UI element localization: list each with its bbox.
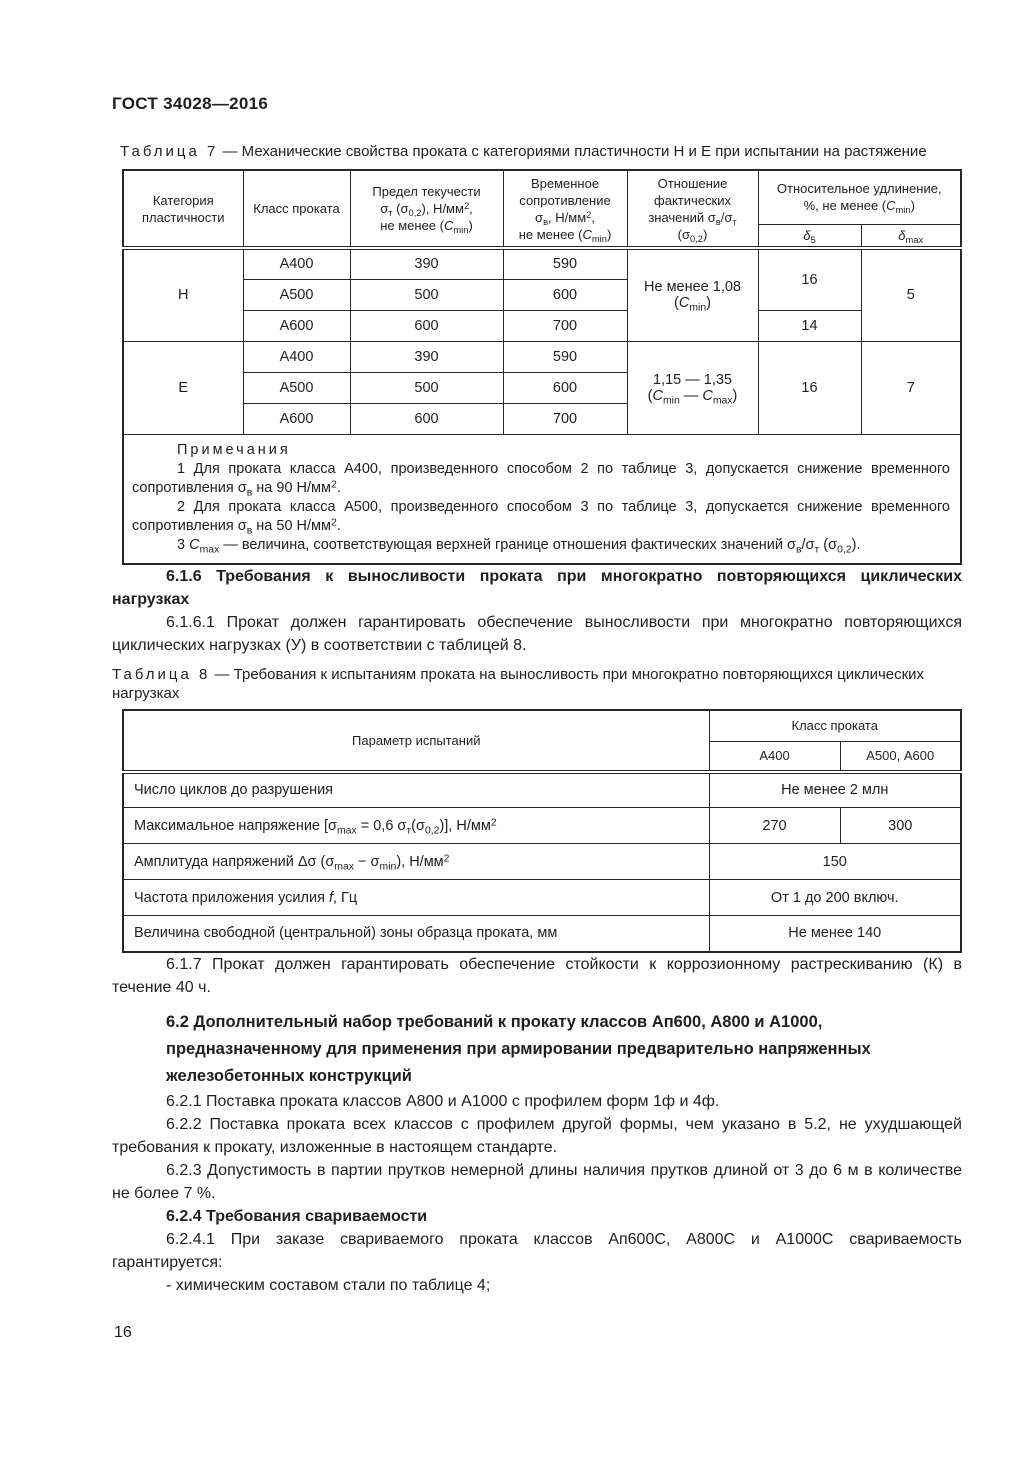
section-6-2-3-paragraph: 6.2.3 Допустимость в партии прутков немерной длины наличия прутков длиной от 3 до 6 м в количестве не более 7 %. (112, 1161, 962, 1202)
note-item: 1 Для проката класса А400, произведенного способом 2 по таблице 3, допускается снижение временного сопротивления $\sigma_в$ на 90 $Н/мм^2$. (132, 460, 950, 498)
table7-header-class: Класс проката (243, 170, 350, 248)
table7-notes-row (123, 434, 961, 564)
table7-header-yield: Предел текучести $\sigma_т$ $(\sigma_{0,2})$, $Н/мм^2$, не менее $(C_{min})$ (350, 170, 503, 248)
table8-caption (112, 665, 962, 703)
cell-d5-H-top: 16 (758, 248, 861, 310)
cell-value-merged: Не менее 2 млн (709, 772, 961, 808)
cell-yield: 390 (350, 341, 503, 372)
notes-title: Примечания (177, 441, 291, 458)
cell-value-merged: От 1 до 200 включ. (709, 880, 961, 916)
cell-tensile: 600 (503, 279, 627, 310)
cell-yield: 600 (350, 403, 503, 434)
table8-caption-label: Таблица 8 (112, 665, 211, 683)
cell-ratio-H: Не менее 1,08 $(C_{min})$ (627, 248, 758, 341)
cell-tensile: 590 (503, 341, 627, 372)
table7-header-category: Категория пластичности (123, 170, 243, 248)
cell-class: А500 (243, 372, 350, 403)
table7-header-ratio: Отношение фактических значений $\sigma_в/\sigma_т$ $(\sigma_{0,2})$ (627, 170, 758, 248)
cell-d5-H-bottom: 14 (758, 310, 861, 341)
section-6-2-4-1-paragraph: 6.2.4.1 При заказе свариваемого проката классов Ап600С, А800С и А1000С свариваемость гарантируется: (112, 1230, 962, 1271)
cell-param: Величина свободной (центральной) зоны образца проката, мм (123, 916, 709, 952)
cell-value-merged: Не менее 140 (709, 916, 961, 952)
cell-dmax-H: 5 (861, 248, 961, 341)
cell-yield: 500 (350, 372, 503, 403)
cell-category-E: Е (123, 341, 243, 434)
section-6-2-4-heading: 6.2.4 Требования свариваемости (166, 1207, 428, 1225)
table-row (123, 916, 961, 952)
page-number: 16 (114, 1324, 132, 1341)
cell-class: А400 (243, 248, 350, 279)
table-row (123, 772, 961, 808)
document-code: ГОСТ 34028—2016 (112, 94, 269, 113)
page-content (112, 94, 962, 1297)
table7-header-tensile: Временное сопротивление $\sigma_в$, $Н/мм^2$, не менее $(C_{min})$ (503, 170, 627, 248)
table8-header-param: Параметр испытаний (123, 710, 709, 772)
table-row (123, 808, 961, 844)
cell-dmax-E: 7 (861, 341, 961, 434)
section-6-1-6-heading: 6.1.6 Требования к выносливости проката при многократно повторяющихся циклических нагрузках (112, 567, 962, 608)
table7-caption (120, 142, 962, 161)
cell-value-a400: 270 (709, 808, 840, 844)
table8-header-class-group: Класс проката (709, 710, 961, 742)
cell-class: А600 (243, 310, 350, 341)
note-item: 3 $C_{max}$ — величина, соответствующая верхней границе отношения фактических значений $\sigma_в/\sigma_т$ $(\sigma_{0,2})$. (177, 536, 861, 555)
table-row (123, 880, 961, 916)
cell-yield: 600 (350, 310, 503, 341)
cell-param: Число циклов до разрушения (123, 772, 709, 808)
cell-class: А500 (243, 279, 350, 310)
cell-param: Амплитуда напряжений Δσ $(\sigma_{max} - \sigma_{min})$, $Н/мм^2$ (123, 844, 709, 880)
table-row (123, 341, 961, 372)
cell-value-a500-a600: 300 (840, 808, 961, 844)
table8-header-a500-a600: А500, А600 (840, 742, 961, 772)
section-6-2-1-paragraph: 6.2.1 Поставка проката классов А800 и А1000 с профилем форм 1ф и 4ф. (166, 1092, 720, 1110)
cell-tensile: 700 (503, 310, 627, 341)
cell-tensile: 700 (503, 403, 627, 434)
table-row (123, 248, 961, 279)
table8 (122, 709, 962, 953)
cell-class: А600 (243, 403, 350, 434)
table7-header-d5: $\delta_5$ (758, 224, 861, 248)
cell-param: Максимальное напряжение [$\sigma_{max} = 0,6$ $\sigma_т(\sigma_{0,2})$], $Н/мм^2$ (123, 808, 709, 844)
cell-yield: 390 (350, 248, 503, 279)
table7 (122, 169, 962, 565)
cell-param: Частота приложения усилия f, Гц (123, 880, 709, 916)
cell-yield: 500 (350, 279, 503, 310)
cell-ratio-E: 1,15 — 1,35 ($C_{min}$ — $C_{max}$) (627, 341, 758, 434)
cell-tensile: 600 (503, 372, 627, 403)
note-item: 2 Для проката класса А500, произведенного способом 3 по таблице 3, допускается снижение временного сопротивления $\sigma_в$ на 50 $Н/мм^2$. (132, 498, 950, 536)
table7-notes (123, 434, 961, 564)
section-6-2-4-1-list-item: - химическим составом стали по таблице 4; (166, 1276, 491, 1294)
cell-tensile: 590 (503, 248, 627, 279)
table-row (123, 310, 961, 341)
cell-category-H: Н (123, 248, 243, 341)
cell-value-merged: 150 (709, 844, 961, 880)
section-6-2-heading: 6.2 Дополнительный набор требований к прокату классов Ап600, А800 и А1000, предназначенному для применения при армировании предварительно напряженных железобетонных конструкций (166, 1012, 871, 1085)
table7-caption-text: — Механические свойства проката с категориями пластичности Н и Е при испытании на растяжение (222, 143, 927, 160)
table8-header-a400: А400 (709, 742, 840, 772)
table-row (123, 844, 961, 880)
cell-class: А400 (243, 341, 350, 372)
table7-caption-label: Таблица 7 (120, 143, 219, 160)
table7-header-elongation: Относительное удлинение, %, не менее $(C_{min})$ (758, 170, 961, 224)
section-6-1-6-1-paragraph: 6.1.6.1 Прокат должен гарантировать обеспечение выносливости при многократно повторяющихся циклических нагрузках (У) в соответствии с таблицей 8. (112, 613, 962, 654)
table7-header-dmax: $\delta_{max}$ (861, 224, 961, 248)
section-6-1-7-paragraph: 6.1.7 Прокат должен гарантировать обеспечение стойкости к коррозионному растрескиванию (К) в течение 40 ч. (112, 955, 962, 996)
section-6-2-2-paragraph: 6.2.2 Поставка проката всех классов с профилем другой формы, чем указано в 5.2, не ухудшающей требования к прокату, изложенные в настоящем стандарте. (112, 1115, 962, 1156)
table8-caption-text: — Требования к испытаниям проката на выносливость при многократно повторяющихся циклических нагрузках (112, 665, 925, 702)
cell-d5-E: 16 (758, 341, 861, 434)
